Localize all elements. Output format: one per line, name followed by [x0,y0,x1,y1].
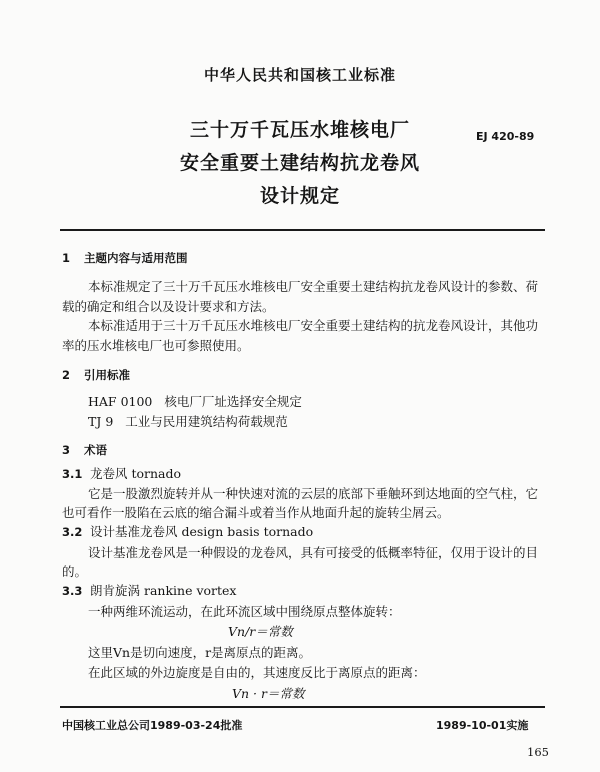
paragraph-line: 本标准规定了三十万千瓦压水堆核电厂安全重要土建结构抗龙卷风设计的参数、荷 [88,279,539,294]
section-number: 3 [62,443,71,457]
reference-title: 工业与民用建筑结构荷载规范 [125,414,288,429]
term-number: 3.3 [62,584,83,598]
section-title: 术语 [84,443,107,457]
standard-org: 中华人民共和国核工业标准 [203,66,396,84]
paragraph-line: 载的确定和组合以及设计要求和方法。 [62,299,275,314]
term-title: 设计基准龙卷风 design basis tornado [90,524,314,539]
effective-date: 1989-10-01实施 [436,719,529,732]
term-number: 3.1 [62,467,83,481]
paragraph-line: 率的压水堆核电厂也可参照使用。 [62,338,250,353]
paragraph-line: 这里Vn是切向速度，r是离原点的距离。 [88,645,312,660]
doc-title-line-2: 安全重要土建结构抗龙卷风 [179,152,420,174]
section-number: 1 [62,251,71,265]
section-title: 主题内容与适用范围 [84,251,188,265]
term-number: 3.2 [62,525,83,539]
bottom-divider [60,706,545,708]
section-number: 2 [62,368,71,382]
section-2-heading [62,367,130,383]
paragraph-line: 设计基准龙卷风是一种假设的龙卷风，具有可接受的低概率特征，仅用于设计的目 [88,545,539,560]
formula-angular-velocity: Vn/r＝常数 [228,624,293,639]
reference-item [88,392,302,410]
page-number: 165 [527,745,549,759]
reference-title: 核电厂厂址选择安全规定 [164,394,302,409]
paragraph-line: 也可看作一股陷在云底的缩合漏斗或着当作从地面升起的旋转尘屑云。 [62,505,450,520]
reference-code: HAF 0100 [88,394,153,409]
section-3-heading [62,442,107,458]
approval-date: 中国核工业总公司1989-03-24批准 [62,719,243,732]
section-1-heading [62,250,188,266]
paragraph-line: 一种两维环流运动，在此环流区域中围绕原点整体旋转： [88,604,401,619]
term-3-2 [62,522,313,540]
standard-code: EJ 420-89 [476,130,535,143]
doc-title-line-1: 三十万千瓦压水堆核电厂 [189,119,410,141]
paragraph-line: 在此区域的外边旋度是自由的，其速度反比于离原点的距离： [88,665,426,680]
reference-item [88,412,288,430]
reference-code: TJ 9 [88,414,114,429]
paragraph-line: 的。 [62,564,88,579]
paragraph-line: 本标准适用于三十万千瓦压水堆核电厂安全重要土建结构的抗龙卷风设计，其他功 [88,318,539,333]
term-3-1 [62,464,181,482]
paragraph-line: 它是一股激烈旋转并从一种快速对流的云层的底部下垂触环到达地面的空气柱，它 [88,486,539,501]
term-3-3 [62,581,236,599]
top-divider [60,229,545,231]
formula-free-vortex: Vn · r＝常数 [232,686,305,701]
section-title: 引用标准 [84,368,130,382]
term-title: 朗肯旋涡 rankine vortex [90,583,237,598]
doc-title-line-3: 设计规定 [259,185,340,207]
term-title: 龙卷风 tornado [90,466,182,481]
